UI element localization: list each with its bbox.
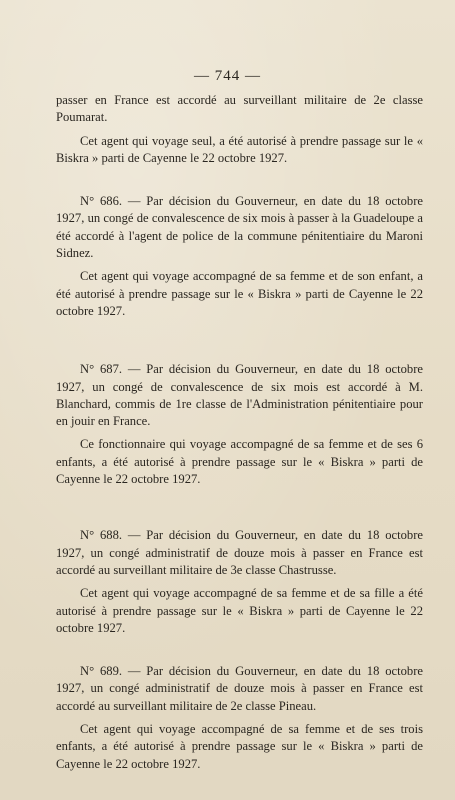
paragraph-continuation: passer en France est accordé au surveillant militaire de 2e classe Poumarat. [56, 93, 423, 125]
paragraph-travel-note: Cet agent qui voyage accompagné de sa femme et de sa fille a été autorisé à prendre passage sur le « Biskra » parti de Cayenne le 22 octobre 1927. [56, 586, 423, 635]
paragraph-travel-note: Cet agent qui voyage accompagné de sa femme et de ses trois enfants, a été autorisé à prendre passage sur le « Biskra » parti de Cayenne le 22 octobre 1927. [56, 722, 423, 771]
paragraph-travel-note: Cet agent qui voyage seul, a été autorisé à prendre passage sur le « Biskra » parti de Cayenne le 22 octobre 1927. [56, 133, 423, 165]
decision-689: N° 689. — Par décision du Gouverneur, en date du 18 octobre 1927, un congé administratif de douze mois à passer en France est accordé au surveillant militaire de 2e classe Pineau. [56, 664, 423, 713]
page-number: — 744 — [194, 68, 261, 84]
paragraph-travel-note: Ce fonctionnaire qui voyage accompagné de sa femme et de ses 6 enfants, a été autorisé à prendre passage sur le « Biskra » parti de Cayenne le 22 octobre 1927. [56, 437, 423, 487]
decision-687: N° 687. — Par décision du Gouverneur, en date du 18 octobre 1927, un congé de convalescence de six mois est accordé à M. Blanchard, commis de 1re classe de l'Administration pénitentiaire pour en jouir en France. [56, 362, 423, 429]
page-body [56, 92, 423, 773]
paragraph-travel-note: Cet agent qui voyage accompagné de sa femme et de son enfant, a été autorisé à prendre passage sur le « Biskra » parti de Cayenne le 22 octobre 1927. [56, 269, 423, 318]
decision-688: N° 688. — Par décision du Gouverneur, en date du 18 octobre 1927, un congé administratif de douze mois à passer en France est accordé au surveillant militaire de 3e classe Chastrusse. [56, 528, 423, 577]
decision-686: N° 686. — Par décision du Gouverneur, en date du 18 octobre 1927, un congé de convalescence de six mois à passer à la Guadeloupe a été accordé à l'agent de police de la commune pénitentiaire du Maroni Sidnez. [56, 194, 423, 261]
